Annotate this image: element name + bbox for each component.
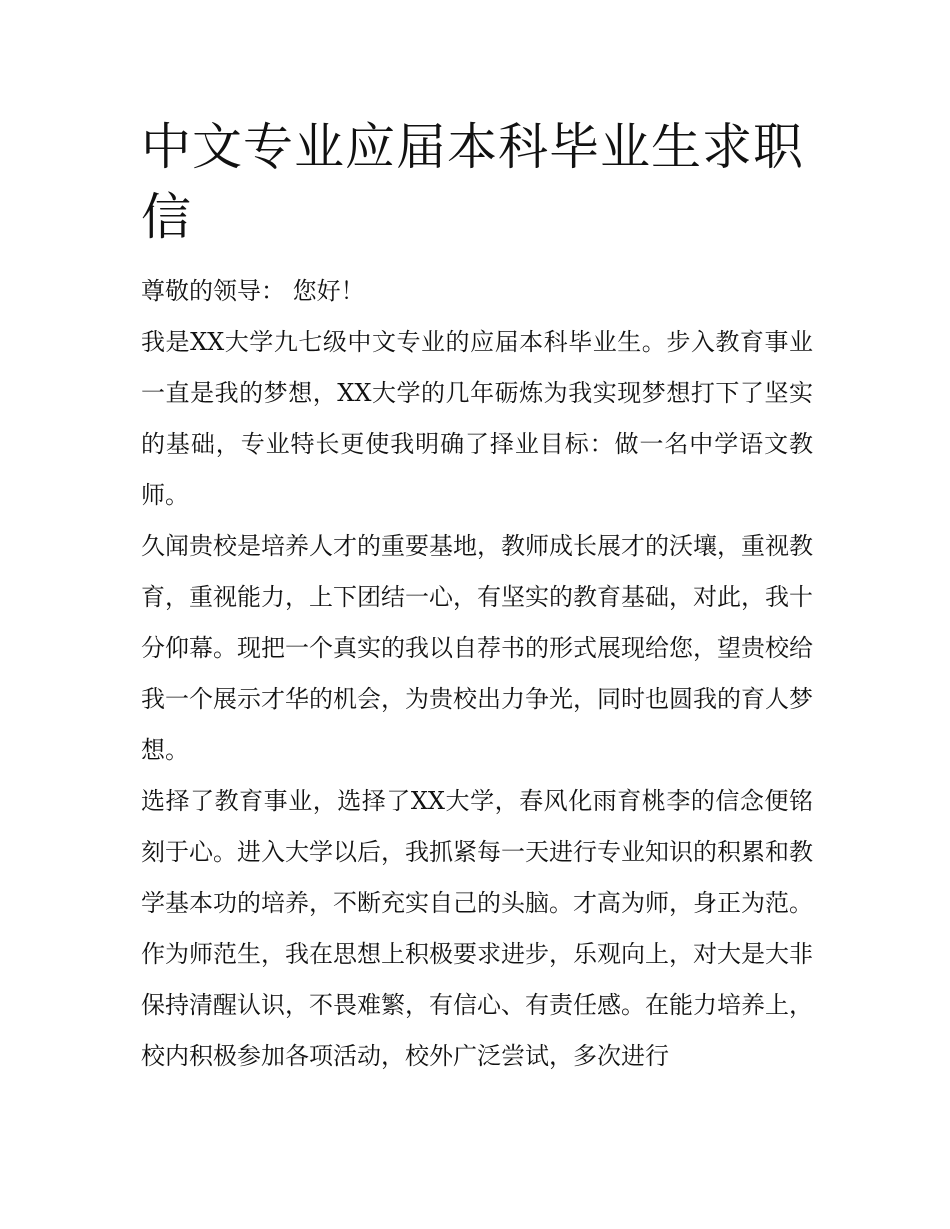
paragraph-school-admiration: 久闻贵校是培养人才的重要基地，教师成长展才的沃壤，重视教育，重视能力，上下团结一心，有坚实的教育基础，对此，我十分仰幕。现把一个真实的我以自荐书的形式展现给您，望贵校给我一个展示才华的机会，为贵校出力争光，同时也圆我的育人梦想。 (141, 532, 813, 764)
paragraph-education-commitment: 选择了教育事业，选择了XX大学，春风化雨育桃李的信念便铭刻于心。进入大学以后，我抓紧每一天进行专业知识的积累和教学基本功的培养，不断充实自己的头脑。才高为师，身正为范。作为师范生，我在思想上积极要求进步，乐观向上，对大是大非保持清醒认识，不畏难繁，有信心、有责任感。在能力培养上，校内积极参加各项活动，校外广泛尝试，多次进行 (141, 787, 813, 1070)
document-title: 中文专业应届本科毕业生求职信 (141, 118, 804, 246)
paragraph-introduction: 我是XX大学九七级中文专业的应届本科毕业生。步入教育事业一直是我的梦想，XX大学的几年砺炼为我实现梦想打下了坚实的基础，专业特长更使我明确了择业目标：做一名中学语文教师。 (141, 328, 813, 509)
document-content (141, 112, 813, 1082)
document-body (141, 266, 813, 1082)
greeting-line: 尊敬的领导： 您好！ (141, 277, 365, 305)
